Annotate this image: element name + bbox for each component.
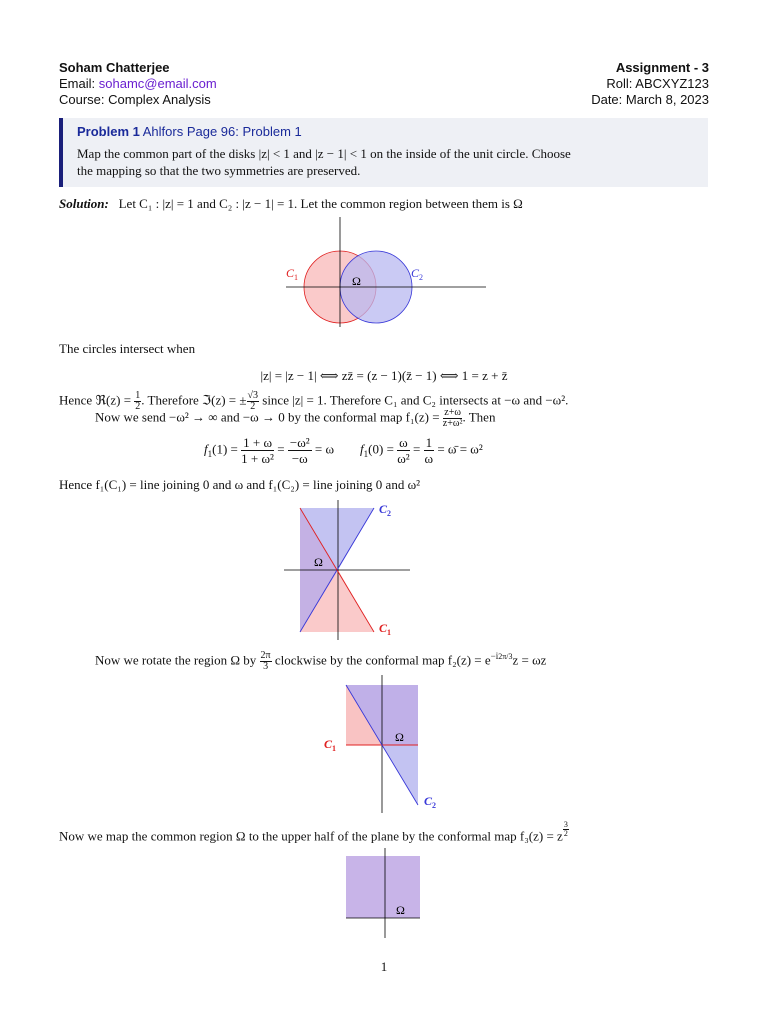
intersect-equation: |z| = |z − 1| ⟺ zz̄ = (z − 1)(z̄ − 1) ⟺ 1 = z + z̄ <box>260 368 508 383</box>
intersect-intro: The circles intersect when <box>59 341 196 356</box>
c1-label-3: $C_1$ <box>324 737 337 753</box>
hence-a: Hence ℜ(z) = <box>59 392 132 408</box>
solution-label: Solution: <box>59 196 109 211</box>
send-line: Now we send −ω² → ∞ and −ω → 0 by the conformal map f₁(z) = $\frac{z+\omega}{\text{z+ω²}}$ . Then <box>95 407 496 429</box>
omega-label-4: Ω <box>396 903 405 917</box>
f1-equations: $f_1(1)$ = $\frac{1 + \omega}{\text{1 + ω²}}$ = $\frac{\text{−ω²}}{-\omega}$ = ω $f_1(0)$ = $\frac{\omega}{\text{ω²}}$ = $\frac{1}{\omega}$ = ω̄ = ω² <box>204 435 483 466</box>
figure-f3-image <box>330 848 430 940</box>
course-label: Course: Complex Analysis <box>59 92 211 107</box>
figure-circles <box>280 215 490 330</box>
omega-label-2: Ω <box>314 555 323 569</box>
rotate-b: clockwise by the conformal map f₂(z) = e <box>274 652 491 668</box>
region-upper <box>346 856 420 918</box>
omega-label: Ω <box>352 274 361 288</box>
hence-c: since |z| = 1. Therefore C₁ and C₂ intersects at −ω and −ω². <box>262 392 569 408</box>
assignment-block <box>591 60 709 108</box>
solution-intro <box>59 195 523 212</box>
problem-box <box>59 118 708 187</box>
problem-line-2: the mapping so that the two symmetries are preserved. <box>77 163 361 178</box>
problem-source: Ahlfors Page 96: Problem 1 <box>142 124 302 139</box>
roll-label: Roll: ABCXYZ123 <box>606 76 709 91</box>
problem-heading <box>77 124 302 139</box>
rotate-c: z = ωz <box>512 652 547 668</box>
email-label: Email: <box>59 76 96 91</box>
hence-line: Hence ℜ(z) = $\frac{1}{2}$ . Therefore ℑ(z) = ± $\frac{√3}{2}$ since |z| = 1. Therefore C₁ and C₂ intersects at −ω and −ω². <box>59 390 569 412</box>
page-number: 1 <box>380 959 388 974</box>
author-block <box>59 60 217 108</box>
rotate-line: Now we rotate the region Ω by $\frac{2\pi}{3}$ clockwise by the conformal map $f_2(z) = e^{-i2\pi/3}z = \omega z$ <box>95 649 547 672</box>
c1-label: $C_1$ <box>286 266 299 282</box>
hence-b: . Therefore ℑ(z) = ± <box>141 392 247 408</box>
author-name: Soham Chatterjee <box>59 60 170 75</box>
email-link[interactable]: sohamc@email.com <box>98 76 217 91</box>
omega-label-3: Ω <box>395 730 404 744</box>
c1-label-2: $C_1$ <box>379 621 392 637</box>
send-b: . Then <box>462 409 496 425</box>
problem-statement <box>77 145 697 179</box>
c2-label-2: $C_2$ <box>379 502 392 518</box>
figure-f1-image <box>280 500 410 640</box>
assignment-title: Assignment - 3 <box>615 60 709 75</box>
c2-label-3: $C_2$ <box>424 794 437 810</box>
problem-box-bar <box>59 118 63 187</box>
date-label: Date: March 8, 2023 <box>591 92 709 107</box>
map-upper-text: Now we map the common region Ω to the upper half of the plane by the conformal map f₃(z) = z <box>59 828 563 844</box>
solution-line-1: Let C₁ : |z| = 1 and C₂ : |z − 1| = 1. Let the common region between them is Ω <box>118 196 523 211</box>
send-a: Now we send −ω² → ∞ and −ω → 0 by the conformal map f₁(z) = <box>95 409 440 425</box>
map-upper-line: Now we map the common region Ω to the upper half of the plane by the conformal map f₃(z) = z $^{\frac{3}{2}}$ <box>59 820 568 844</box>
c2-label: $C_2$ <box>411 266 424 282</box>
figure-f2-image <box>320 675 450 815</box>
hence-f1-line: Hence f₁(C₁) = line joining 0 and ω and f₁(C₂) = line joining 0 and ω² <box>59 477 421 492</box>
rotate-a: Now we rotate the region Ω by <box>95 652 257 668</box>
problem-line-1: Map the common part of the disks |z| < 1 and |z − 1| < 1 on the inside of the unit circle. Choose <box>77 146 571 161</box>
problem-label: Problem 1 <box>77 124 140 139</box>
